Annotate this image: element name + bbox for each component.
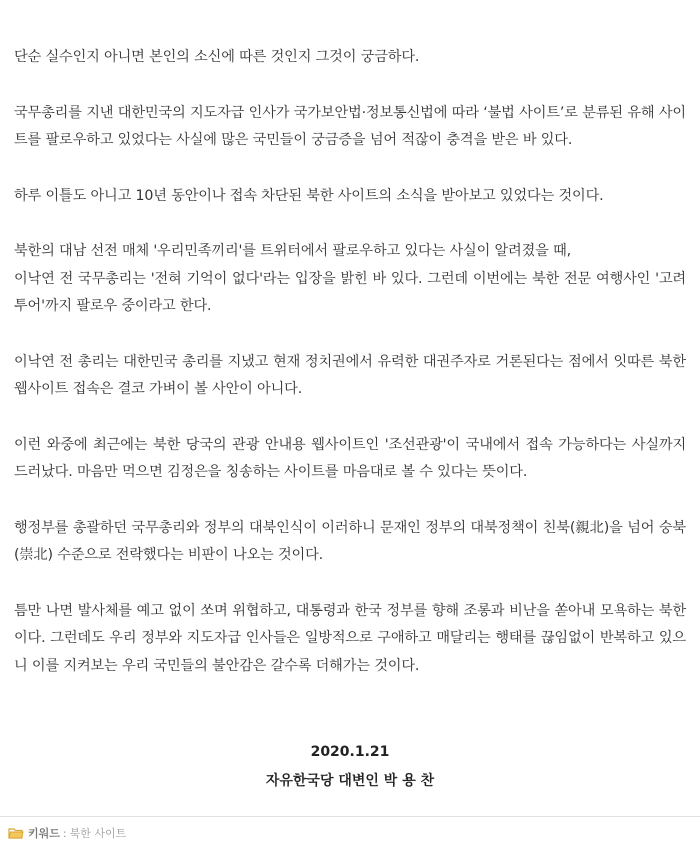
paragraph-line: 이런 와중에 최근에는 북한 당국의 관광 안내용 웹사이트인 '조선관광'이 국내에서 접속 가능하다는 사실까지 드러났다. 마음만 먹으면 김정은을 칭송하는 사이트를 마음대로 볼 수 있다는 뜻이다. xyxy=(14,436,686,480)
paragraph-7 xyxy=(14,515,686,570)
keyword-footer xyxy=(0,816,700,853)
paragraph-line: 틈만 나면 발사체를 예고 없이 쏘며 위협하고, 대통령과 한국 정부를 향해 조롱과 비난을 쏟아내 모욕하는 북한이다. 그런데도 우리 정부와 지도자급 인사들은 일방적으로 구애하고 매달리는 행태를 끊임없이 반복하고 있으니 이를 지켜보는 우리 국민들의 불안감은 갈수록 더해가는 것이다. xyxy=(14,602,686,674)
paragraph-line: 단순 실수인지 아니면 본인의 소신에 따른 것인지 그것이 궁금하다. xyxy=(14,49,420,65)
paragraph-line: 행정부를 총괄하던 국무총리와 정부의 대북인식이 이러하니 문재인 정부의 대북정책이 친북(親北)을 넘어 숭북(崇北) 수준으로 전락했다는 비판이 나오는 것이다. xyxy=(14,519,686,563)
paragraph-line: 북한의 대남 선전 매체 '우리민족끼리'를 트위터에서 팔로우하고 있다는 사실이 알려졌을 때, xyxy=(14,243,572,259)
folder-icon xyxy=(8,827,24,839)
paragraph-line: 이낙연 전 총리는 대한민국 총리를 지냈고 현재 정치권에서 유력한 대권주자로 거론된다는 점에서 잇따른 북한 웹사이트 접속은 결코 가벼이 볼 사안이 아니다. xyxy=(14,353,686,397)
release-date: 2020.1.21 xyxy=(310,744,390,760)
paragraph-5 xyxy=(14,349,686,404)
keyword-separator: : xyxy=(62,826,67,840)
article-body xyxy=(14,44,686,708)
paragraph-4 xyxy=(14,238,686,321)
keyword-row xyxy=(8,825,126,841)
paragraph-6 xyxy=(14,432,686,487)
paragraph-1 xyxy=(14,44,686,72)
paragraph-line: 국무총리를 지낸 대한민국의 지도자급 인사가 국가보안법·정보통신법에 따라 ‘불법 사이트’로 분류된 유해 사이트를 팔로우하고 있었다는 사실에 많은 국민들이 궁금증을 넘어 적잖이 충격을 받은 바 있다. xyxy=(14,104,686,148)
paragraph-8 xyxy=(14,598,686,681)
spokesperson-name: 자유한국당 대변인 박 용 찬 xyxy=(265,773,435,789)
paragraph-2 xyxy=(14,100,686,155)
paragraph-line: 이낙연 전 국무총리는 '전혀 기억이 없다'라는 입장을 밝힌 바 있다. 그런데 이번에는 북한 전문 여행사인 '고려투어'까지 팔로우 중이라고 한다. xyxy=(14,270,686,314)
paragraph-3 xyxy=(14,183,686,211)
signature-block xyxy=(0,738,700,796)
paragraph-line: 하루 이틀도 아니고 10년 동안이나 접속 차단된 북한 사이트의 소식을 받아보고 있었다는 것이다. xyxy=(14,187,604,204)
keyword-label: 키워드 xyxy=(28,827,60,840)
keyword-link[interactable]: 북한 사이트 xyxy=(69,827,127,840)
